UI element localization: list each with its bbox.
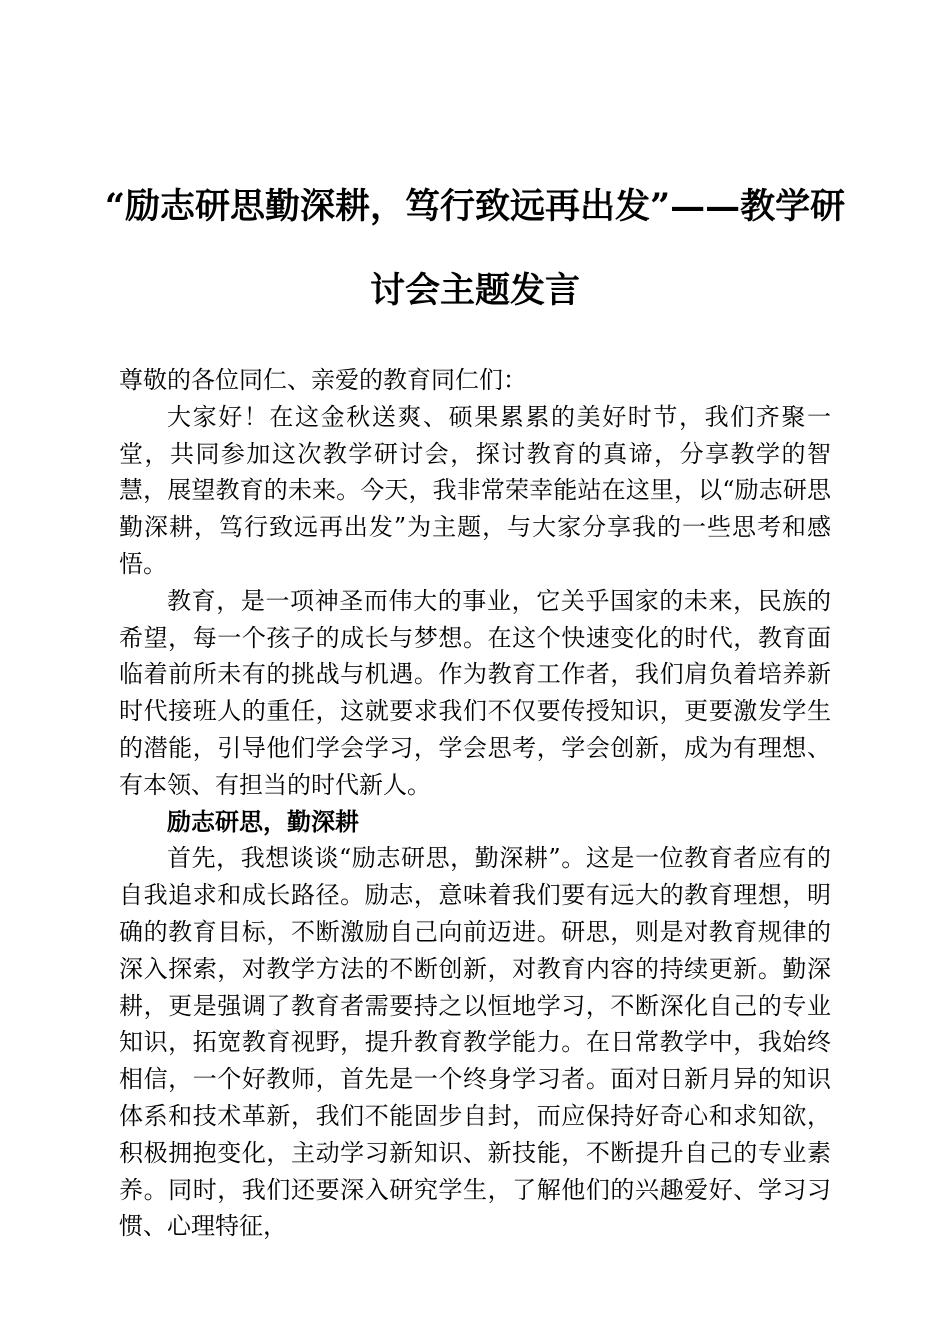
section-heading: 励志研思，勤深耕 <box>167 807 359 836</box>
document-title: “励志研思勤深耕，笃行致远再出发”——教学研讨会主题发言 <box>104 186 846 311</box>
paragraph-greeting: 大家好！在这金秋送爽、硕果累累的美好时节，我们齐聚一堂，共同参加这次教学研讨会，探讨教育的真谛，分享教学的智慧，展望教育的未来。今天，我非常荣幸能站在这里，以“励志研思勤深耕，笃行致远再出发”为主题，与大家分享我的一些思考和感悟。 <box>119 402 831 578</box>
salutation: 尊敬的各位同仁、亲爱的教育同仁们： <box>119 366 527 394</box>
paragraph-education: 教育，是一项神圣而伟大的事业，它关乎国家的未来，民族的希望，每一个孩子的成长与梦想。在这个快速变化的时代，教育面临着前所未有的挑战与机遇。作为教育工作者，我们肩负着培养新时代接班人的重任，这就要求我们不仅要传授知识，更要激发学生的潜能，引导他们学会学习，学会思考，学会创新，成为有理想、有本领、有担当的时代新人。 <box>119 586 831 799</box>
document-body <box>119 362 831 1245</box>
paragraph-section-one: 首先，我想谈谈“励志研思，勤深耕”。这是一位教育者应有的自我追求和成长路径。励志，意味着我们要有远大的教育理想，明确的教育目标，不断激励自己向前迈进。研思，则是对教育规律的深入探索，对教学方法的不断创新，对教育内容的持续更新。勤深耕，更是强调了教育者需要持之以恒地学习，不断深化自己的专业知识，拓宽教育视野，提升教育教学能力。在日常教学中，我始终相信，一个好教师，首先是一个终身学习者。面对日新月异的知识体系和技术革新，我们不能固步自封，而应保持好奇心和求知欲，积极拥抱变化，主动学习新知识、新技能，不断提升自己的专业素养。同时，我们还要深入研究学生，了解他们的兴趣爱好、学习习惯、心理特征， <box>119 844 831 1241</box>
